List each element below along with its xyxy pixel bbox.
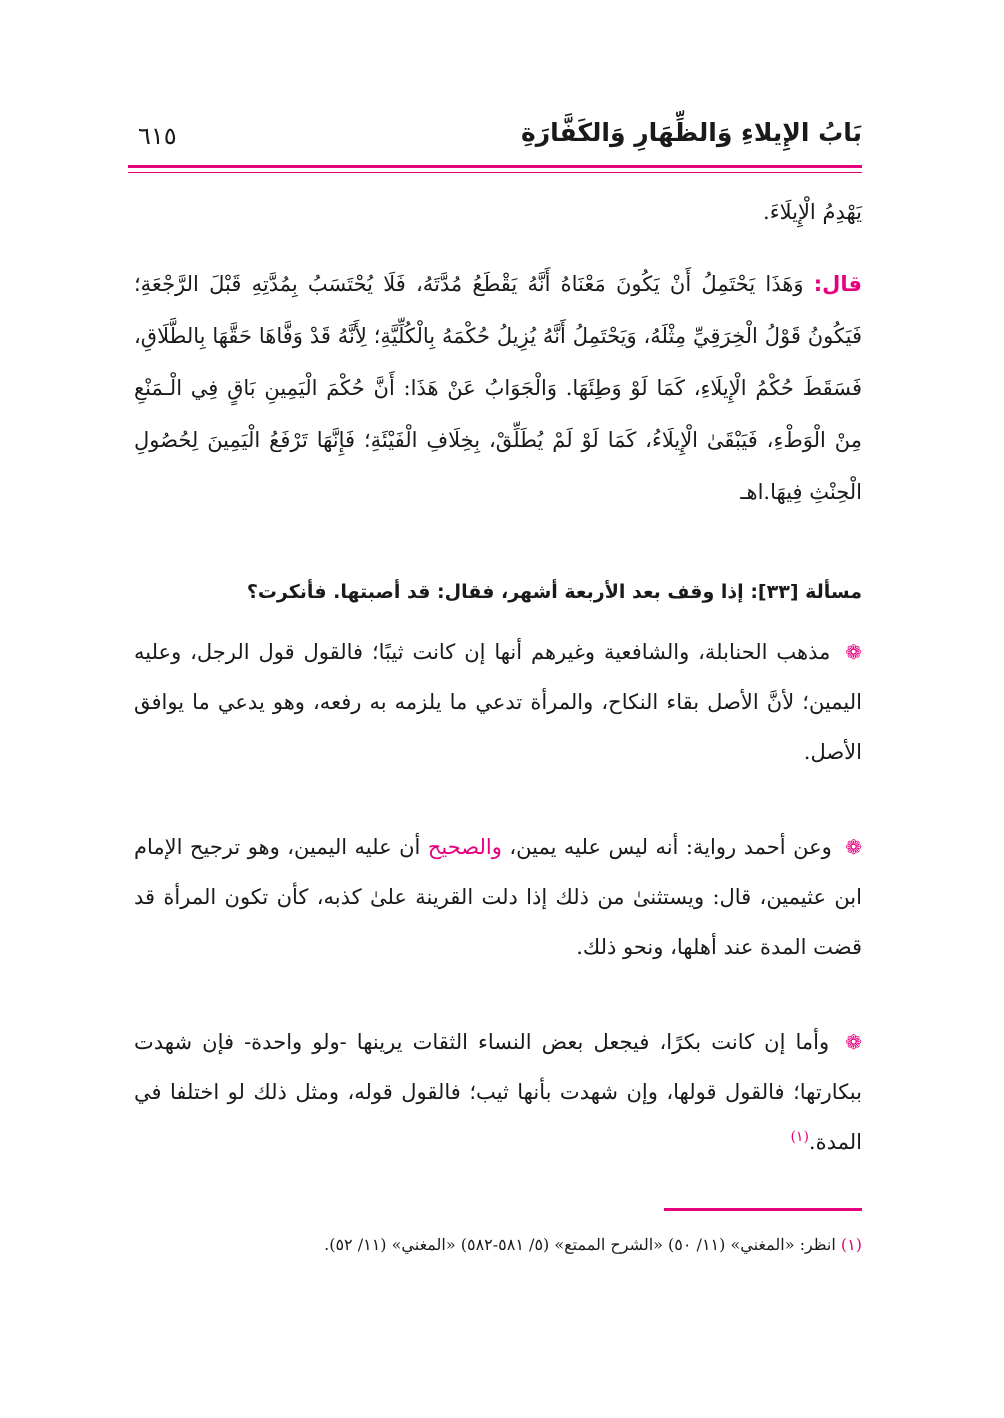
chapter-title: بَابُ الإِيلاءِ وَالظِّهَارِ وَالكَفَّارَةِ [520,118,862,147]
paragraph-3 [134,1017,862,1167]
paragraph-2-text-end: أن عليه اليمين، وهو ترجيح الإمام ابن عثيمين، قال: ويستثنىٰ من ذلك إذا دلت القرينة علىٰ كذبه، كأن تكون المرأة قد قضت المدة عند أهلها، ونحو ذلك. [134,835,862,959]
paragraph-2-text-start: وعن أحمد رواية: أنه ليس عليه يمين، [509,835,832,859]
footnote-text: انظر: «المغني» (١١/ ٥٠) «الشرح الممتع» (٥/ ٥٨١-٥٨٢) «المغني» (١١/ ٥٢). [324,1235,836,1254]
flower-bullet-icon: ❁ [845,1030,862,1054]
quote-paragraph [134,258,862,518]
paragraph-3-text: وأما إن كانت بكرًا، فيجعل بعض النساء الثقات يرينها -ولو واحدة- فإن شهدت ببكارتها؛ فالقول قولها، وإن شهدت بأنها ثيب؛ فالقول قوله، ومثل ذلك لو اختلفا في المدة. [134,1030,862,1154]
continuation-text: يَهْدِمُ الْإِيلَاءَ. [763,200,862,224]
footnote-marker: (١) [840,1235,862,1254]
quote-lead: قال: [813,272,862,296]
header-rule-thin [128,172,862,173]
quote-text: وَهَذَا يَحْتَمِلُ أَنْ يَكُونَ مَعْنَاهُ أَنَّهُ يَقْطَعُ مُدَّتَهُ، فَلَا يُحْتَسَبُ بِمُدَّتِهِ قَبْلَ الرَّجْعَةِ؛ فَيَكُونُ قَوْلُ الْخِرَقِيِّ مِثْلَهُ، وَيَحْتَمِلُ أَنَّهُ يُزِيلُ حُكْمَهُ بِالْكُلِّيَّةِ؛ لِأَنَّهُ قَدْ وَفَّاهَا حَقَّهَا بِالطَّلَاقِ، فَسَقَطَ حُكْمُ الْإِيلَاءِ، كَمَا لَوْ وَطِئَهَا. وَالْجَوَابُ عَنْ هَذَا: أَنَّ حُكْمَ الْيَمِينِ بَاقٍ فِي الْـمَنْعِ مِنْ الْوَطْءِ، فَيَبْقَىٰ الْإِيلَاءُ، كَمَا لَوْ لَمْ يُطَلِّقْ، بِخِلَافِ الْفَيْئَةِ؛ فَإِنَّهَا تَرْفَعُ الْيَمِينَ لِحُصُولِ الْحِنْثِ فِيهَا.اهـ [134,272,862,504]
footnote-rule [664,1208,862,1211]
page-number: ٦١٥ [138,122,177,150]
paragraph-1-text: مذهب الحنابلة، والشافعية وغيرهم أنها إن كانت ثيبًا؛ فالقول قول الرجل، وعليه اليمين؛ لأنَّ الأصل بقاء النكاح، والمرأة تدعي ما يلزمه به رفعه، وهو يدعي ما يوافق الأصل. [134,640,862,764]
footnote-reference: (١) [790,1129,809,1145]
paragraph-2-highlight: والصحيح [427,835,502,859]
question-heading: مسألة [٣٣]: إذا وقف بعد الأربعة أشهر، فقال: قد أصبتها. فأنكرت؟ [246,581,862,603]
header-rule-thick [128,165,862,168]
page-header [128,118,862,162]
paragraph-1 [134,627,862,777]
flower-bullet-icon: ❁ [845,640,862,664]
flower-bullet-icon: ❁ [845,835,862,859]
paragraph-2 [134,822,862,972]
footnote [134,1230,862,1260]
